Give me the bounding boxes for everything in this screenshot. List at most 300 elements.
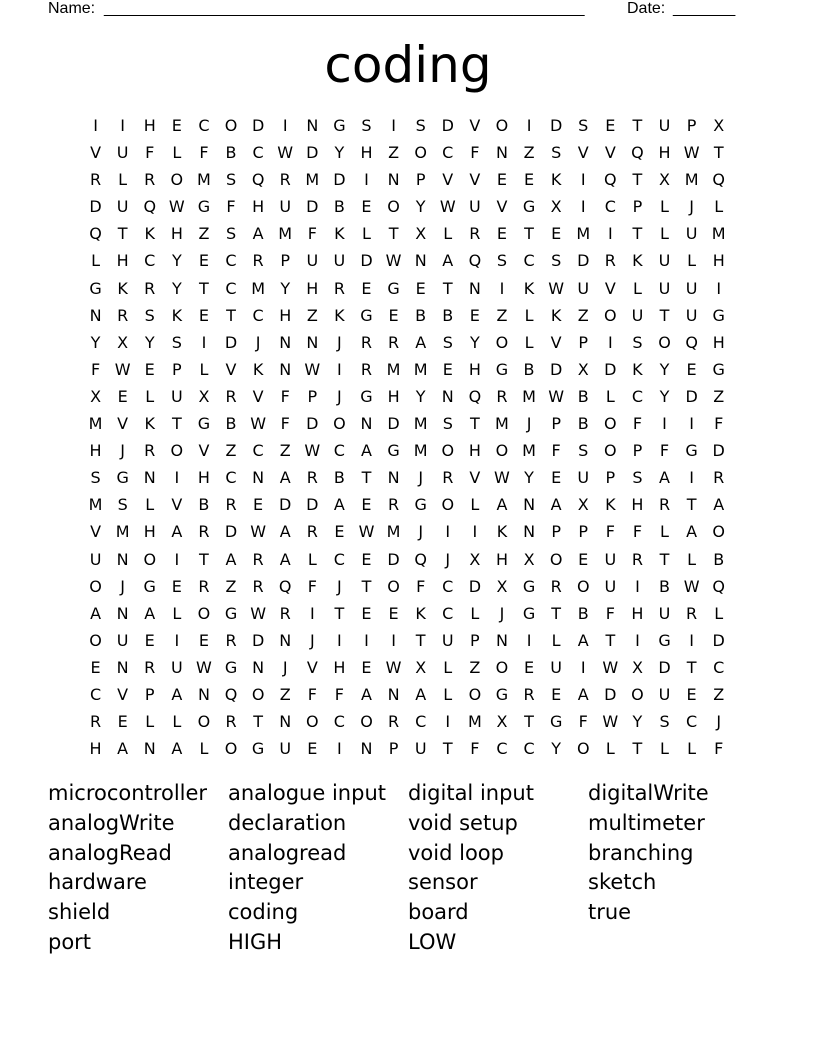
grid-letter: Z [523,143,535,163]
grid-letter: R [89,170,102,190]
grid-letter: D [685,386,698,406]
grid-letter: F [714,739,724,759]
grid-letter: E [388,603,399,623]
grid-letter: U [658,684,671,704]
grid-letter: D [224,332,238,352]
grid-letter: E [469,305,480,325]
grid-letter: B [225,414,237,434]
grid-letter: U [89,549,102,569]
grid-letter: R [225,386,237,406]
grid-letter: C [225,278,237,298]
grid-letter: F [714,414,724,434]
grid-letter: V [469,468,481,488]
grid-letter: L [660,197,669,217]
grid-letter: H [170,224,183,244]
grid-letter: T [334,603,345,623]
grid-letter: D [89,197,102,217]
grid-letter: Z [713,684,725,704]
grid-letter: P [415,170,426,190]
grid-letter: I [391,116,396,135]
grid-letter: T [713,143,724,163]
grid-letter: D [577,251,590,271]
grid-letter: D [387,414,400,434]
grid-letter: M [413,441,428,461]
grid-letter: B [415,305,427,325]
grid-letter: R [604,251,616,271]
grid-letter: Q [224,684,238,704]
grid-letter: W [168,197,185,217]
grid-letter: M [197,170,211,190]
grid-letter: C [442,603,454,623]
grid-letter: G [224,603,238,623]
grid-letter: R [306,468,318,488]
grid-letter: S [578,441,589,461]
grid-letter: O [333,414,346,434]
grid-letter: U [577,278,590,298]
grid-letter: A [577,684,589,704]
grid-letter: I [580,170,586,190]
word-list-item: true [588,900,632,925]
grid-letter: E [171,116,182,135]
grid-letter: S [659,712,670,732]
grid-letter: L [118,170,128,190]
page-title: coding [324,36,492,94]
grid-letter: Y [415,386,426,406]
grid-letter: I [635,630,640,650]
grid-letter: C [252,441,264,461]
grid-letter: A [144,603,156,623]
grid-letter: C [144,251,156,271]
word-list-item: port [48,929,92,954]
grid-letter: T [632,116,643,135]
grid-letter: C [604,197,616,217]
grid-letter: X [198,386,210,406]
grid-letter: K [632,251,643,271]
grid-letter: D [333,170,346,190]
grid-letter: C [523,251,535,271]
grid-letter: G [387,441,400,461]
grid-letter: R [442,468,454,488]
grid-letter: U [279,197,292,217]
grid-letter: E [361,197,372,217]
grid-letter: L [524,305,534,325]
grid-letter: C [333,712,345,732]
grid-letter: O [604,441,617,461]
grid-letter: U [306,251,319,271]
grid-letter: D [441,116,454,135]
grid-letter: F [145,143,155,163]
grid-letter: X [117,332,129,352]
grid-letter: N [143,739,156,759]
grid-letter: L [632,278,642,298]
grid-letter: Z [279,441,291,461]
grid-letter: L [172,143,182,163]
grid-letter: O [143,549,157,569]
grid-letter: W [358,522,375,542]
grid-letter: M [522,386,536,406]
grid-letter: M [305,170,320,190]
grid-letter: V [604,143,616,163]
grid-letter: K [415,603,426,623]
grid-letter: M [386,359,401,379]
grid-letter: R [469,224,481,244]
grid-letter: T [686,495,697,515]
grid-row [82,356,734,383]
grid-letter: O [197,712,211,732]
grid-letter: H [712,332,725,352]
grid-letter: Y [415,197,426,217]
grid-letter: K [144,414,155,434]
grid-letter: G [360,386,373,406]
grid-letter: U [550,657,562,677]
grid-letter: M [251,278,266,298]
grid-letter: O [631,684,644,704]
grid-letter: T [415,630,426,650]
grid-letter: J [282,657,288,677]
grid-letter: N [360,414,373,434]
grid-letter: E [307,739,318,759]
grid-letter: G [116,468,129,488]
grid-letter: I [364,630,369,650]
grid-letter: N [306,332,319,352]
grid-letter: I [174,630,180,650]
grid-letter: C [333,549,345,569]
grid-letter: T [632,170,643,190]
grid-letter: J [689,197,694,217]
grid-letter: S [415,116,426,135]
grid-letter: O [251,684,265,704]
grid-letter: E [361,603,372,623]
grid-row [82,193,734,220]
grid-letter: R [144,441,156,461]
grid-letter: J [337,386,342,406]
grid-letter: C [713,657,725,677]
grid-letter: I [607,224,613,244]
grid-letter: W [494,468,510,488]
grid-row [82,518,734,545]
grid-letter: H [712,251,725,271]
grid-letter: N [279,359,292,379]
grid-letter: S [117,495,128,515]
grid-letter: S [578,116,589,135]
grid-row [82,491,734,518]
grid-letter: E [117,712,128,732]
grid-letter: R [306,522,318,542]
grid-letter: G [712,305,725,325]
grid-letter: X [659,170,670,190]
grid-letter: F [605,522,615,542]
grid-letter: P [632,441,643,461]
grid-letter: O [306,712,319,732]
grid-letter: Q [251,170,265,190]
grid-letter: G [333,116,346,135]
grid-letter: L [172,712,182,732]
grid-letter: M [88,495,103,515]
grid-letter: X [577,359,589,379]
grid-letter: V [469,170,481,190]
grid-letter: N [387,684,400,704]
grid-letter: W [683,143,700,163]
grid-letter: N [495,143,508,163]
grid-letter: S [171,332,182,352]
grid-letter: W [304,441,321,461]
grid-letter: T [659,549,670,569]
grid-letter: K [171,305,183,325]
grid-letter: L [443,224,453,244]
grid-letter: T [632,739,643,759]
grid-letter: G [224,657,238,677]
grid-letter: H [658,143,671,163]
grid-letter: R [658,495,671,515]
grid-letter: Q [468,386,482,406]
grid-letter: U [658,116,671,135]
grid-letter: B [523,359,535,379]
grid-letter: A [279,522,291,542]
grid-letter: O [89,576,102,596]
grid-letter: Y [632,712,643,732]
grid-letter: W [548,278,565,298]
grid-letter: J [255,332,261,352]
grid-letter: R [144,657,156,677]
grid-letter: X [496,712,508,732]
grid-letter: H [631,495,644,515]
word-list-item: analogWrite [48,810,175,835]
grid-letter: Y [659,386,670,406]
grid-letter: L [199,359,209,379]
grid-letter: N [495,630,508,650]
grid-letter: L [470,603,480,623]
grid-letter: R [496,386,508,406]
grid-letter: D [306,495,319,515]
grid-row [82,437,734,464]
grid-letter: R [550,576,562,596]
grid-letter: L [199,739,209,759]
grid-letter: H [89,739,102,759]
grid-letter: D [468,576,482,596]
grid-letter: I [580,197,586,217]
grid-letter: L [660,224,669,244]
grid-letter: V [198,441,210,461]
grid-letter: S [496,251,508,271]
grid-row [82,546,734,573]
grid-letter: V [550,332,562,352]
header [48,0,748,20]
word-list-item: LOW [408,929,457,954]
grid-letter: D [604,684,617,704]
grid-letter: R [631,549,643,569]
grid-letter: A [171,739,183,759]
grid-letter: P [388,739,399,759]
grid-letter: R [225,712,237,732]
grid-letter: L [660,522,669,542]
grid-letter: H [333,657,346,677]
grid-letter: E [523,657,535,677]
grid-letter: V [252,386,264,406]
grid-letter: R [713,468,725,488]
grid-letter: E [198,630,209,650]
grid-letter: H [631,603,644,623]
grid-letter: R [388,332,400,352]
grid-letter: I [337,739,342,759]
grid-letter: B [198,495,210,515]
grid-letter: R [252,549,264,569]
grid-letter: H [252,197,265,217]
grid-letter: V [306,657,318,677]
word-list-item: void setup [408,810,518,835]
grid-letter: G [522,576,536,596]
grid-letter: T [199,549,209,569]
grid-letter: L [714,197,724,217]
grid-letter: N [252,657,265,677]
grid-letter: T [117,224,128,244]
grid-letter: U [604,549,617,569]
grid-letter: F [199,143,209,163]
grid-letter: E [551,224,562,244]
grid-letter: X [577,495,589,515]
grid-letter: O [576,576,590,596]
grid-letter: F [551,441,561,461]
word-list-item: coding [228,900,299,925]
grid-letter: Q [685,332,698,352]
grid-letter: W [250,603,267,623]
grid-letter: M [413,359,428,379]
grid-letter: E [171,576,182,596]
grid-letter: D [306,197,319,217]
grid-letter: I [337,359,342,379]
grid-letter: V [117,414,129,434]
grid-letter: K [496,522,508,542]
grid-letter: O [576,739,590,759]
grid-letter: L [687,549,697,569]
grid-letter: C [252,305,264,325]
grid-letter: Z [225,441,237,461]
grid-letter: H [143,116,156,135]
grid-letter: S [551,143,562,163]
grid-letter: B [225,143,237,163]
grid-letter: O [468,684,482,704]
grid-letter: L [605,386,615,406]
grid-letter: W [385,657,402,677]
grid-letter: T [469,414,480,434]
grid-letter: E [361,278,372,298]
grid-letter: L [551,630,561,650]
grid-letter: M [467,712,482,732]
grid-letter: E [361,657,372,677]
grid-letter: N [306,116,319,135]
grid-letter: N [523,495,536,515]
date-field: _______ [673,0,736,17]
grid-letter: X [469,549,481,569]
grid-letter: B [442,305,454,325]
grid-letter: D [306,414,319,434]
grid-letter: S [144,305,155,325]
grid-letter: Z [198,224,210,244]
grid-letter: U [279,739,292,759]
grid-letter: K [605,495,616,515]
grid-letter: X [415,657,427,677]
grid-letter: H [197,468,210,488]
grid-letter: L [714,603,724,623]
grid-letter: I [499,278,505,298]
grid-letter: I [607,332,613,352]
grid-letter: P [632,197,643,217]
grid-letter: U [170,386,183,406]
grid-letter: Y [659,359,670,379]
grid-letter: O [360,712,373,732]
grid-letter: D [658,657,671,677]
grid-letter: E [686,359,697,379]
grid-letter: J [418,468,424,488]
grid-letter: O [197,603,211,623]
grid-row [82,735,734,762]
grid-letter: C [442,576,454,596]
grid-letter: D [224,522,238,542]
grid-letter: A [171,522,183,542]
grid-letter: T [361,576,372,596]
grid-letter: C [496,739,508,759]
grid-letter: O [387,576,400,596]
grid-letter: Z [577,305,589,325]
grid-letter: E [253,495,264,515]
grid-letter: D [251,116,265,135]
grid-letter: A [225,549,237,569]
word-list-item: sensor [408,870,478,895]
grid-letter: E [144,359,155,379]
grid-letter: A [361,441,372,461]
grid-letter: U [658,603,671,623]
grid-letter: S [551,251,562,271]
grid-letter: I [580,657,586,677]
grid-letter: H [468,359,481,379]
grid-letter: F [307,684,317,704]
grid-letter: N [252,468,265,488]
grid-letter: A [333,495,345,515]
grid-letter: I [174,549,180,569]
grid-letter: G [495,684,509,704]
grid-letter: V [469,116,481,135]
grid-letter: J [120,441,125,461]
grid-letter: U [631,305,644,325]
grid-letter: U [469,197,481,217]
grid-letter: M [88,414,103,434]
grid-letter: S [632,332,643,352]
grid-letter: H [468,441,481,461]
date-label: Date: [627,0,666,17]
grid-letter: G [685,441,698,461]
grid-letter: A [659,468,670,488]
grid-letter: H [279,305,292,325]
grid-letter: H [116,251,129,271]
grid-letter: G [251,739,265,759]
grid-letter: Q [712,170,725,190]
grid-letter: A [415,684,427,704]
grid-letter: I [174,468,180,488]
grid-letter: T [388,224,399,244]
grid-letter: O [495,116,509,135]
grid-letter: O [441,495,455,515]
grid-letter: A [686,522,698,542]
grid-letter: M [386,522,401,542]
grid-letter: O [495,441,509,461]
word-list [48,778,788,957]
grid-letter: M [522,441,536,461]
grid-letter: X [496,576,508,596]
grid-letter: H [387,386,400,406]
grid-letter: D [387,549,400,569]
grid-letter: W [250,522,267,542]
word-list-item: analogue input [228,781,386,805]
grid-letter: G [197,414,211,434]
